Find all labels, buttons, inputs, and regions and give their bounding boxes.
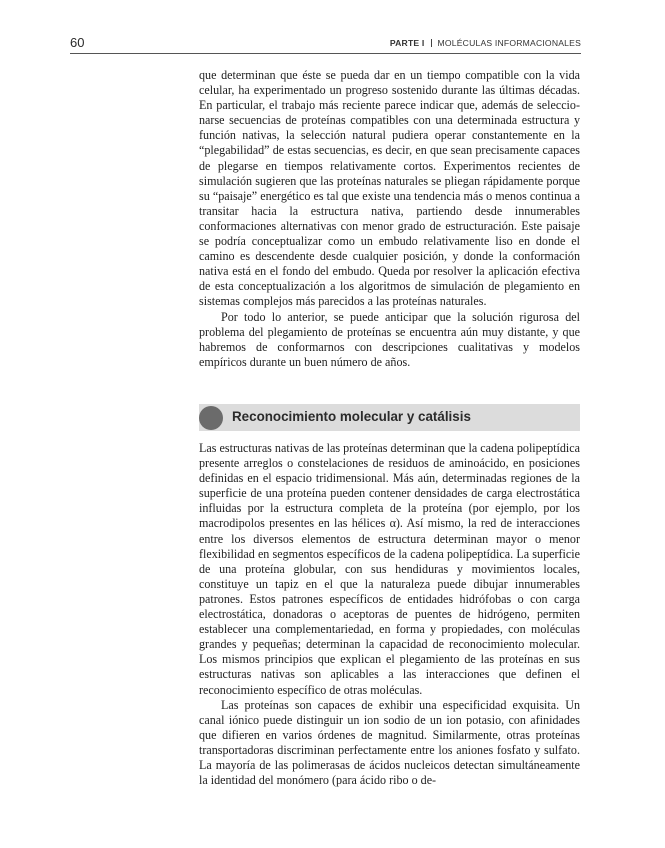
paragraph-native-structures: Las estructuras nativas de las proteínas determinan que la cadena polipeptídica presente arreglos o constelaciones de residuos de aminoácido, en posiciones definidas en el espacio tridimensional. Más aún, determinadas regiones de la superficie de una proteína pueden contener densidades de carga electrostática influidas por la estructura completa de la proteína (por ejemplo, por los macrodipolos presentes en las hélices α). Así mismo, la red de interacciones entre los diversos elementos de estructura determinan mayor o menor flexibilidad en segmentos específicos de la cadena polipeptídica. La superficie de una proteína globular, con sus hendiduras y movimientos locales, constituye un tapiz en el que la naturaleza puede dibujar innumerables patrones. Estos patrones específicos de entidades hidrófobas o con carga electrostática, donadoras o aceptoras de puentes de hidrógeno, permiten establecer una complementariedad, en forma y propiedades, con moléculas grandes y pequeñas; determinan la capacidad de reconocimiento molecular. Los mismos principios que explican el plegamiento de las proteínas en sus estructuras nativas son aplicables a las interacciones que definen el reconocimiento específico de otras moléculas. (199, 441, 580, 697)
section-title: Reconocimiento molecular y catálisis (232, 409, 471, 424)
page-number: 60 (70, 35, 85, 50)
header-separator (431, 39, 432, 47)
chapter-title: MOLÉCULAS INFORMACIONALES (437, 38, 581, 48)
section-heading (199, 404, 580, 431)
header-rule (70, 53, 581, 54)
running-head (390, 38, 581, 48)
paragraph-conclusion: Por todo lo anterior, se puede anticipar que la solución rigurosa del problema del plegamiento de proteínas se encuentra aún muy distante, y que habremos de conformarnos con descripciones cualitativas y modelos empíricos durante un buen número de años. (199, 309, 580, 369)
paragraph-continuation: que determinan que éste se pueda dar en un tiempo compatible con la vida celular, ha experimentado un progreso sostenido durante las últimas décadas. En particular, el trabajo más reciente parece indicar que, además de seleccionarse secuencias de proteínas compatibles con una determinada estructura y función nativas, la selección natural pudiera operar constantemente en la “plegabilidad” de estas secuencias, es decir, en que sean precisamente capaces de plegarse en tiempos relativamente cortos. Experimentos recientes de simulación sugieren que las proteínas naturales se pliegan rápidamente porque su “paisaje” energético es tal que existe una tendencia más o menos continua a transitar hacia la estructura nativa, partiendo desde innumerables conformaciones alternativas con menor grado de estructuración. Este paisaje se podría conceptualizar como un embudo relativamente liso en donde el camino es descendente desde cualquier posición, y donde la conformación nativa está en el fondo del embudo. Queda por resolver la aplicación efectiva de esta conceptualización a los algoritmos de simulación de plegamiento en sistemas complejos más parecidos a las proteínas naturales. (199, 68, 580, 309)
text-block-upper (199, 68, 580, 370)
section-bullet-icon (199, 406, 223, 430)
text-block-lower (199, 441, 580, 788)
part-label: PARTE I (389, 38, 425, 48)
paragraph-specificity: Las proteínas son capaces de exhibir una especificidad exquisita. Un canal iónico puede distinguir un ion sodio de un ion potasio, con afinidades que difieren en varios órdenes de magnitud. Similarmente, otras proteínas transportadoras discriminan perfectamente entre los aniones fosfato y sulfato. La mayoría de las polimerasas de ácidos nucleicos detectan simultáneamente la identidad del monómero (para ácido ribo o de- (199, 697, 580, 788)
